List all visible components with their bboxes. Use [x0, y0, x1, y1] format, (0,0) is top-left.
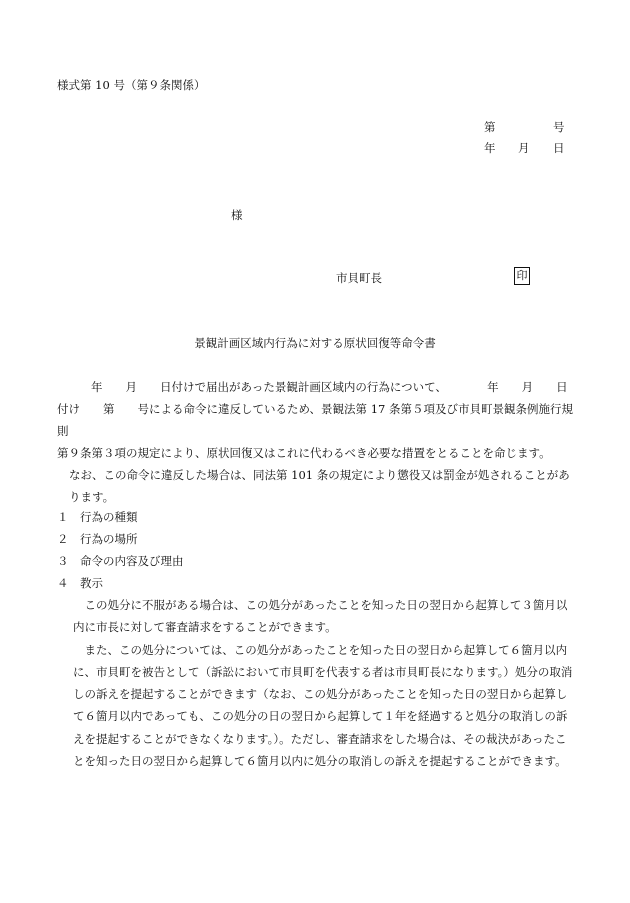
doc-number-suffix: 号: [553, 120, 565, 134]
item-list: [57, 506, 573, 594]
list-item: [57, 506, 573, 528]
item-number: １: [57, 510, 69, 524]
form-number: 様式第 10 号（第９条関係）: [57, 78, 206, 92]
body-line-3: 第９条第３項の規定により、原状回復又はこれに代わるべき必要な措置をとることを命じます。: [57, 446, 551, 460]
document-title: 景観計画区域内行為に対する原状回復等命令書: [194, 336, 436, 350]
issuer-name: 市貝町長: [336, 271, 382, 285]
item-label: 行為の場所: [80, 532, 138, 546]
item-number: ２: [57, 532, 69, 546]
item-label: 行為の種類: [80, 510, 138, 524]
doc-number-prefix: 第: [484, 120, 496, 134]
body-line-2: 付け 第 号による命令に違反しているため、景観法第 17 条第５項及び市貝町景観条例施行規則: [57, 402, 573, 438]
instruction-text: [73, 594, 573, 772]
addressee-honorific: 様: [231, 208, 243, 222]
list-item: [57, 550, 573, 572]
date-month-label: 月: [518, 141, 530, 155]
item-label: 教示: [80, 576, 103, 590]
instruction-paragraph-2: また、この処分については、この処分があったことを知った日の翌日から起算して６箇月以内に、市貝町を被告として（訴訟において市貝町を代表する者は市貝町長になります。）処分の取消しの訴えを提起することができます（なお、この処分があったことを知った日の翌日から起算して６箇月以内であっても、この処分の日の翌日から起算して１年を経過すると処分の取消しの訴えを提起することができなくなります。）。ただし、審査請求をした場合は、その裁決があったことを知った日の翌日から起算して６箇月以内に処分の取消しの訴えを提起することができます。: [73, 642, 573, 769]
body-paragraph: [57, 376, 573, 508]
item-number: ４: [57, 576, 69, 590]
item-number: ３: [57, 554, 69, 568]
item-label: 命令の内容及び理由: [80, 554, 184, 568]
list-item: [57, 528, 573, 550]
date-year-label: 年: [484, 141, 496, 155]
list-item: [57, 572, 573, 594]
instruction-paragraph-1: この処分に不服がある場合は、この処分があったことを知った日の翌日から起算して３箇月以内に市長に対して審査請求をすることができます。: [73, 598, 568, 635]
date-day-label: 日: [553, 141, 565, 155]
body-line-1: 年 月 日付けで届出があった景観計画区域内の行為について、 年 月 日: [91, 380, 568, 394]
seal-mark: 印: [514, 267, 530, 285]
body-note: なお、この命令に違反した場合は、同法第 101 条の規定により懲役又は罰金が処されることがあります。: [69, 468, 570, 504]
